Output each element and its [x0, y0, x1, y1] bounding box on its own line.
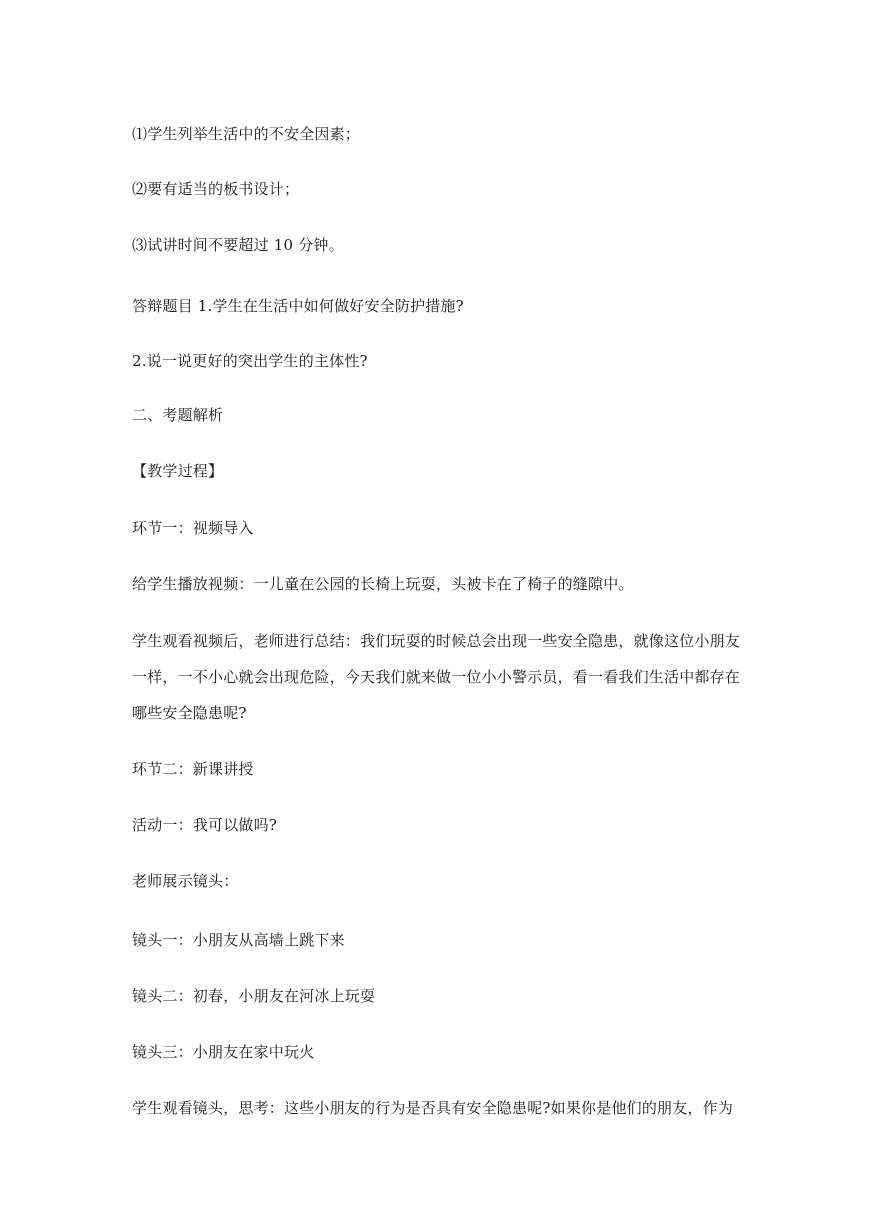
summary-line-3: 哪些安全隐患呢?: [132, 704, 247, 722]
section-title: 二、考题解析: [132, 406, 224, 424]
requirement-2: ⑵要有适当的板书设计；: [132, 180, 300, 198]
step1-title: 环节一：视频导入: [132, 519, 254, 537]
summary-line-1: 学生观看视频后，老师进行总结：我们玩耍的时候总会出现一些安全隐患，就像这位小朋友: [132, 632, 741, 650]
requirement-3: ⑶试讲时间不要超过 10 分钟。: [132, 236, 344, 254]
summary-line-2: 一样，一不小心就会出现危险，今天我们就来做一位小小警示员，看一看我们生活中都存在: [132, 668, 741, 686]
shot-1: 镜头一：小朋友从高墙上跳下来: [132, 931, 345, 949]
qa-question-1: 答辩题目 1.学生在生活中如何做好安全防护措施?: [132, 297, 464, 315]
step2-title: 环节二：新课讲授: [132, 760, 254, 778]
step1-text: 给学生播放视频：一儿童在公园的长椅上玩耍，头被卡在了椅子的缝隙中。: [132, 575, 634, 593]
shot-2: 镜头二：初春，小朋友在河冰上玩耍: [132, 987, 376, 1005]
shot-3: 镜头三：小朋友在家中玩火: [132, 1043, 315, 1061]
process-heading: 【教学过程】: [132, 462, 224, 480]
qa-question-2: 2.说一说更好的突出学生的主体性?: [132, 352, 368, 370]
requirement-1: ⑴学生列举生活中的不安全因素；: [132, 125, 361, 143]
teacher-show: 老师展示镜头：: [132, 872, 239, 890]
activity1-title: 活动一：我可以做吗?: [132, 816, 278, 834]
final-line: 学生观看镜头，思考：这些小朋友的行为是否具有安全隐患呢?如果你是他们的朋友，作为: [132, 1099, 734, 1117]
